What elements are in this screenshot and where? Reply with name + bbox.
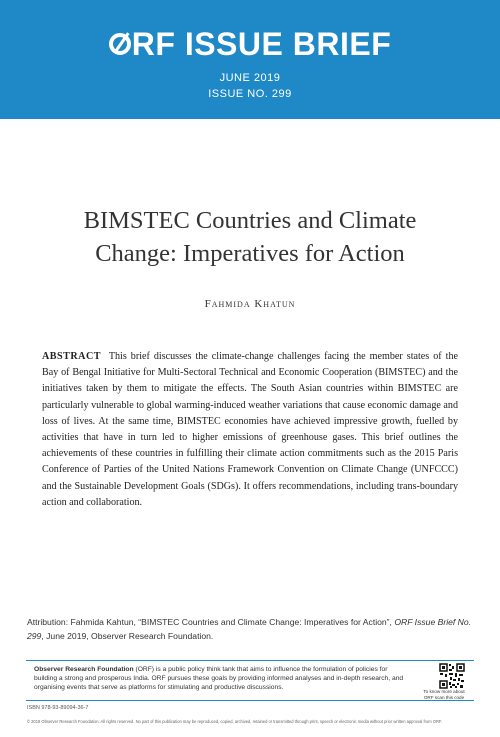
attribution-publication: ORF Issue Brief No. 299 (27, 617, 472, 641)
footer-about-box (26, 660, 474, 701)
abstract (42, 349, 458, 511)
title-line-2: Change: Imperatives for Action (95, 240, 405, 267)
qr-caption-line-1: To know more about (423, 689, 465, 694)
brand-text: RF ISSUE BRIEF (131, 26, 392, 62)
attribution-suffix: , June 2019, Observer Research Foundation. (41, 631, 214, 641)
copyright-notice: © 2019 Observer Research Foundation. All rights reserved. No part of this publication may be reproduced, copied, archived, retained or transmitted through print, speech or electronic media without prior written approval from ORF. (27, 719, 443, 724)
attribution-prefix: Attribution: Fahmida Kahtun, “BIMSTEC Countries and Climate Change: Imperatives for Action”, (27, 617, 392, 627)
attribution (27, 615, 477, 643)
qr-caption-line-2: ORF scan this code (423, 694, 465, 700)
header-banner (0, 0, 500, 119)
about-org-name: Observer Research Foundation (34, 666, 134, 673)
orf-issue-brief-logo (0, 26, 500, 63)
abstract-label: ABSTRACT (42, 351, 101, 362)
orf-logo-icon (109, 33, 131, 55)
qr-caption (414, 689, 474, 700)
isbn: ISBN 978-93-89094-36-7 (27, 705, 89, 711)
about-text: (ORF) is a public policy think tank that aims to influence the formulation of policies for building a strong and prosperous India. ORF pursues these goals by providing informed analyses and in-depth research, and organising events that serve as platforms for stimulating and productive discussions. (34, 666, 404, 691)
issue-date: JUNE 2019 (219, 72, 281, 84)
issue-number: ISSUE NO. 299 (208, 88, 292, 100)
qr-code-icon[interactable] (439, 663, 465, 689)
author-name: Fahmida Khatun (204, 298, 296, 310)
abstract-text: This brief discusses the climate-change challenges facing the member states of the Bay of Bengal Initiative for Multi-Sectoral Technical and Economic Cooperation (BIMSTEC) and the initiatives taken by them to mitigate the effects. The South Asian countries within BIMSTEC are particularly vulnerable to global warming-induced weather variations that cause economic damage and loss of lives. At the same time, BIMSTEC economies have achieved impressive growth, fuelled by activities that have in turn led to higher emissions of greenhouse gases. This brief outlines the achievements of these countries in fulfilling their climate action commitments such as the 2015 Paris Conference of Parties of the United Nations Framework Convention on Climate Change (UNFCCC) and the Sustainable Development Goals (SDGs). It offers recommendations, including trans-boundary action and collaboration. (42, 351, 458, 508)
about-orf (34, 665, 409, 692)
document-title (30, 204, 470, 270)
title-line-1: BIMSTEC Countries and Climate (83, 207, 417, 234)
